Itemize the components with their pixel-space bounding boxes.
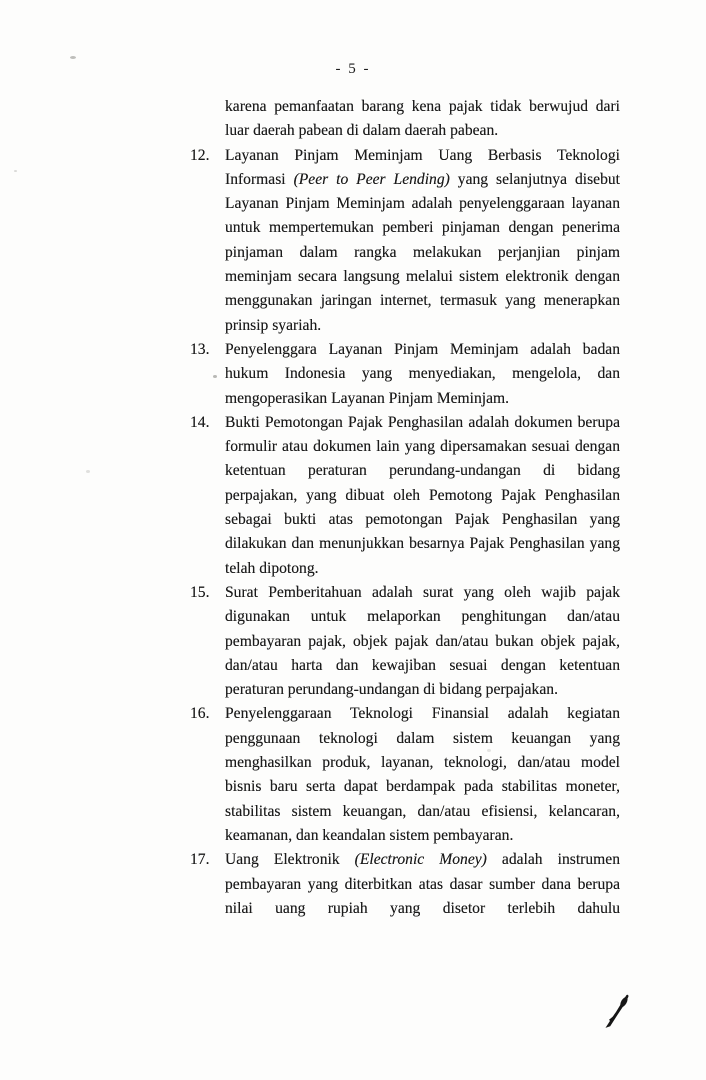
definition-item <box>190 581 620 702</box>
paraf-ink-mark <box>602 992 630 1030</box>
page-number: - 5 - <box>335 61 371 77</box>
definition-item <box>190 144 620 338</box>
item-number: 12. <box>190 146 210 164</box>
item-number: 16. <box>190 705 210 723</box>
item-number: 14. <box>190 413 210 431</box>
definition-list <box>190 95 620 921</box>
item-number: 17. <box>190 851 210 869</box>
definition-item <box>190 848 620 921</box>
scan-speck <box>487 749 491 752</box>
item-number: 13. <box>190 340 210 358</box>
scan-speck <box>86 470 90 473</box>
item-text: Uang Elektronik (Electronic Money) adalah instrumen pembayaran yang diterbitkan atas dasar sumber dana berupa nilai uang rupiah yang disetor terlebih dahulu <box>225 851 620 917</box>
scan-speck <box>14 170 17 172</box>
scan-speck <box>70 56 76 59</box>
item-text: Layanan Pinjam Meminjam Uang Berbasis Teknologi Informasi (Peer to Peer Lending) yang selanjutnya disebut Layanan Pinjam Meminjam adalah penyelenggaraan layanan untuk mempertemukan pemberi pinjaman dengan penerima pinjaman dalam rangka melakukan perjanjian pinjam meminjam secara langsung melalui sistem elektronik dengan menggunakan jaringan internet, termasuk yang menerapkan prinsip syariah. <box>225 146 620 334</box>
definition-item <box>190 411 620 581</box>
item-text: Penyelenggara Layanan Pinjam Meminjam adalah badan hukum Indonesia yang menyediakan, mengelola, dan mengoperasikan Layanan Pinjam Meminjam. <box>225 340 620 407</box>
definition-item <box>190 338 620 411</box>
paragraph-continuation: karena pemanfaatan barang kena pajak tidak berwujud dari luar daerah pabean di dalam daerah pabean. <box>225 98 620 140</box>
scan-speck <box>213 375 217 378</box>
item-text: Bukti Pemotongan Pajak Penghasilan adalah dokumen berupa formulir atau dokumen lain yang dipersamakan sesuai dengan ketentuan peraturan perundang-undangan di bidang perpajakan, yang dibuat oleh Pemotong Pajak Penghasilan sebagai bukti atas pemotongan Pajak Penghasilan yang dilakukan dan menunjukkan besarnya Pajak Penghasilan yang telah dipotong. <box>225 413 620 577</box>
item-text: Surat Pemberitahuan adalah surat yang oleh wajib pajak digunakan untuk melaporkan penghitungan dan/atau pembayaran pajak, objek pajak dan/atau bukan objek pajak, dan/atau harta dan kewajiban sesuai dengan ketentuan peraturan perundang-undangan di bidang perpajakan. <box>225 583 620 699</box>
item-number: 15. <box>190 583 210 601</box>
item-text: Penyelenggaraan Teknologi Finansial adalah kegiatan penggunaan teknologi dalam sistem keuangan yang menghasilkan produk, layanan, teknologi, dan/atau model bisnis baru serta dapat berdampak pada stabilitas moneter, stabilitas sistem keuangan, dan/atau efisiensi, kelancaran, keamanan, dan keandalan sistem pembayaran. <box>225 705 620 844</box>
definition-item <box>190 702 620 848</box>
